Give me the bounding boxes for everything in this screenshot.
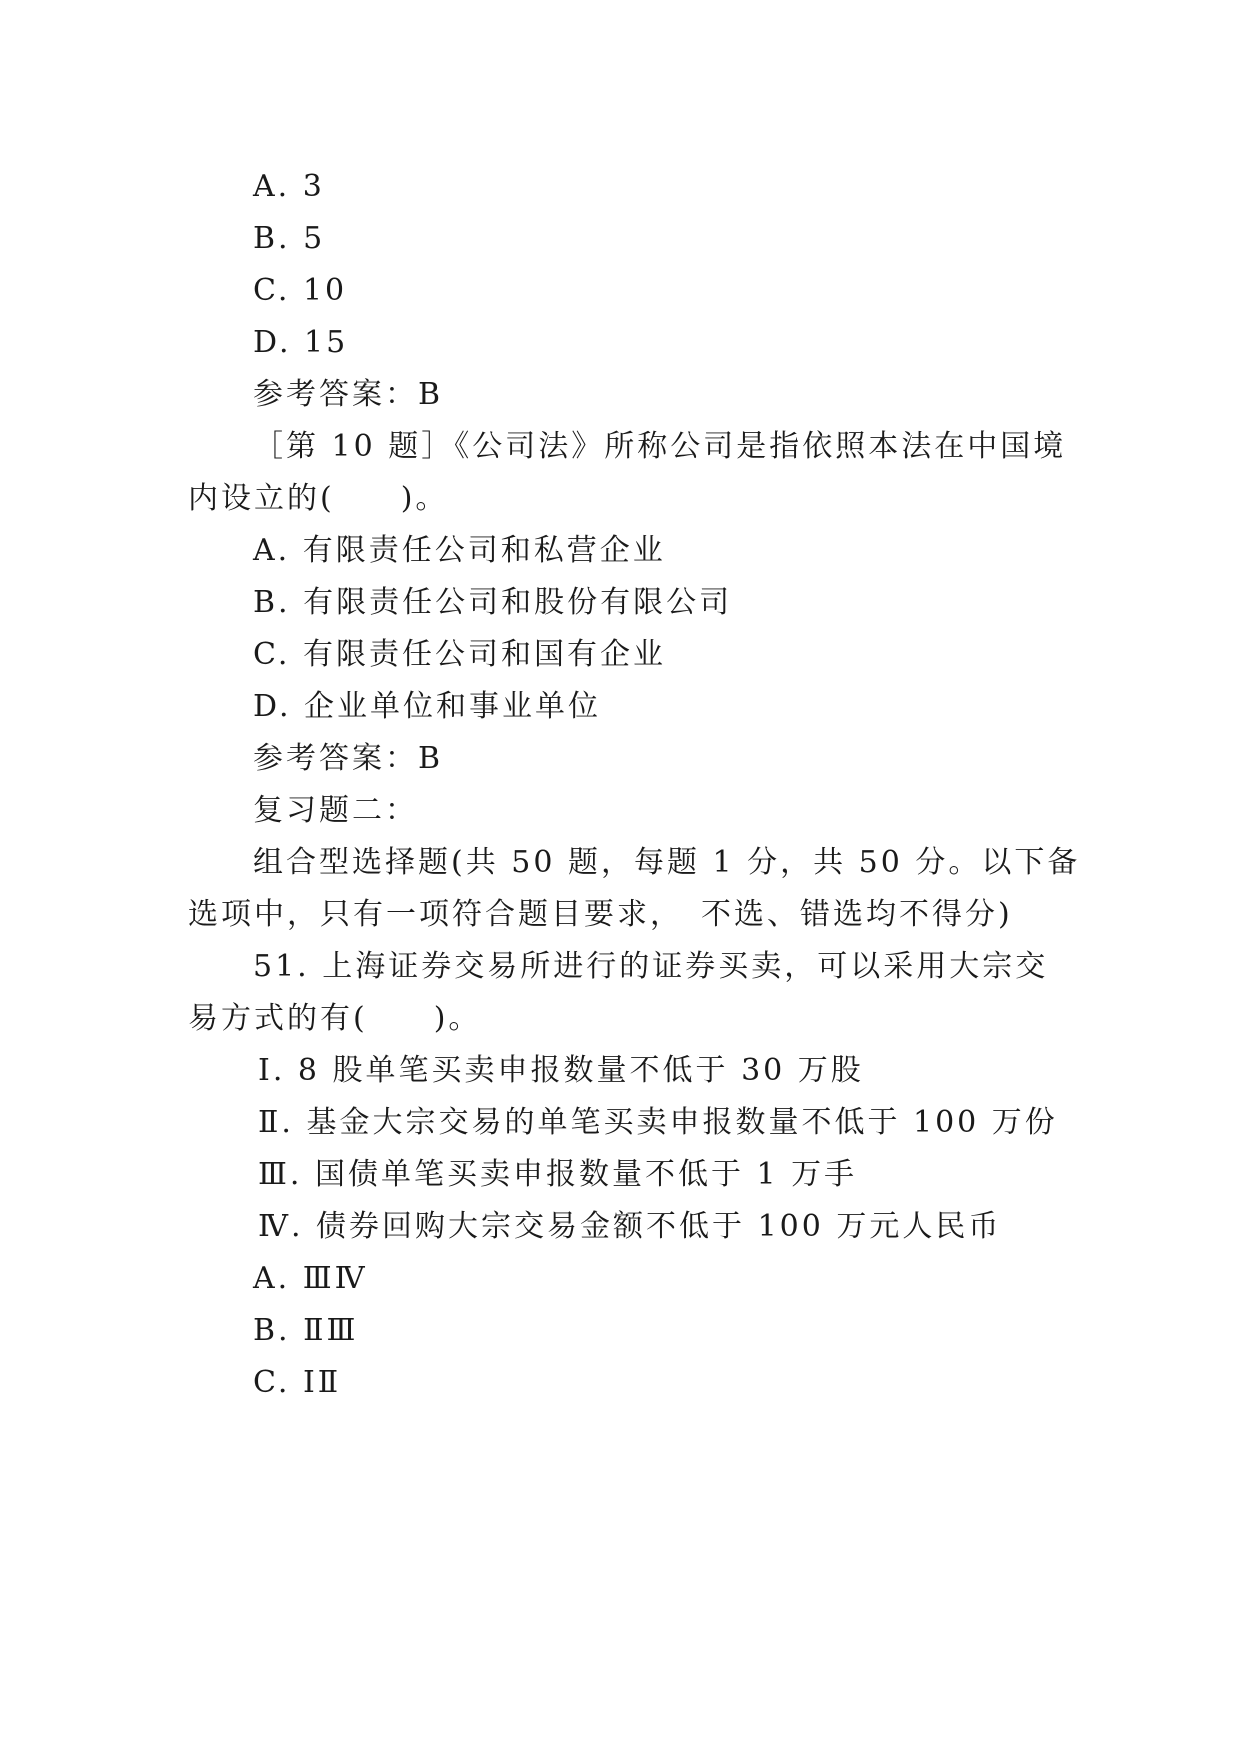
question-10-option-b: B. 有限责任公司和股份有限公司 <box>253 585 733 620</box>
option-c: C. 10 <box>253 273 348 308</box>
section-instruction-line2: 选项中，只有一项符合题目要求， 不选、错选均不得分) <box>188 897 1013 932</box>
question-10-stem-line1: ［第 10 题］《公司法》所称公司是指依照本法在中国境 <box>253 429 1067 464</box>
question-51-option-c: C. ⅠⅡ <box>253 1365 342 1400</box>
reference-answer: 参考答案：B <box>253 377 444 412</box>
question-51-statement-4: Ⅳ. 债券回购大宗交易金额不低于 100 万元人民币 <box>258 1209 1002 1244</box>
question-51-statement-1: Ⅰ. 8 股单笔买卖申报数量不低于 30 万股 <box>258 1053 864 1088</box>
question-51-stem-line2: 易方式的有( )。 <box>188 1001 482 1036</box>
option-a: A. 3 <box>253 169 325 204</box>
question-10-answer: 参考答案：B <box>253 741 444 776</box>
question-10-option-a: A. 有限责任公司和私营企业 <box>253 533 666 568</box>
question-10-option-d: D. 企业单位和事业单位 <box>253 689 602 724</box>
option-b: B. 5 <box>253 221 326 256</box>
question-10-option-c: C. 有限责任公司和国有企业 <box>253 637 666 672</box>
question-51-stem-line1: 51. 上海证券交易所进行的证券买卖，可以采用大宗交 <box>253 949 1049 984</box>
section-instruction-line1: 组合型选择题(共 50 题，每题 1 分，共 50 分。以下备 <box>253 845 1081 880</box>
question-51-option-b: B. ⅡⅢ <box>253 1313 359 1348</box>
section-title: 复习题二： <box>253 793 418 828</box>
question-51-statement-2: Ⅱ. 基金大宗交易的单笔买卖申报数量不低于 100 万份 <box>258 1105 1058 1140</box>
question-51-option-a: A. ⅢⅣ <box>253 1261 368 1296</box>
question-51-statement-3: Ⅲ. 国债单笔买卖申报数量不低于 1 万手 <box>258 1157 858 1192</box>
question-10-stem-line2: 内设立的( )。 <box>188 481 449 516</box>
option-d: D. 15 <box>253 325 349 360</box>
